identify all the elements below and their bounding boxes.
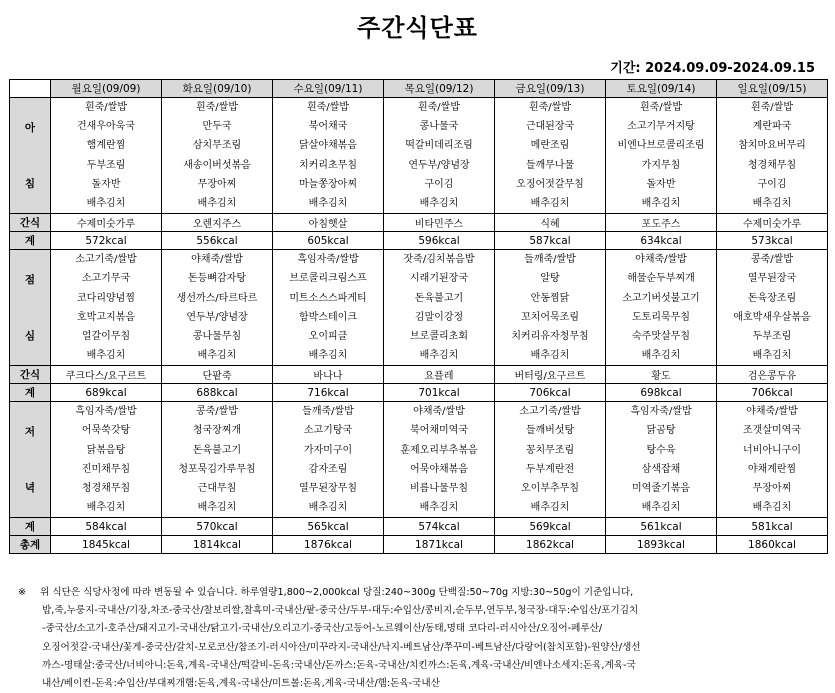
- menu-item: 훈제오리부추볶음: [400, 444, 478, 456]
- menu-item: 흑임자죽/쌀밥: [297, 254, 359, 266]
- period-range: 기간: 2024.09.09-2024.09.15: [610, 61, 815, 76]
- menu-item: 김말이강정: [414, 311, 464, 323]
- menu-item: 가지무침: [641, 159, 681, 171]
- menu-item: 청포묵김가루무침: [178, 463, 256, 475]
- menu-item: 열무된장무침: [299, 483, 357, 494]
- menu-item: 소고기무거지탕: [627, 121, 695, 133]
- menu-item: 잣죽/김치볶음밥: [403, 254, 475, 266]
- menu-item: 호박고지볶음: [77, 311, 135, 323]
- total-row-cell: 1871kcal: [384, 536, 495, 554]
- menu-item: 생선까스/타르타르: [176, 292, 258, 304]
- meal-cell: [384, 250, 495, 366]
- snack-row-cell: 황도: [606, 366, 717, 384]
- kcal-row-cell: 581kcal: [717, 518, 828, 536]
- snack-row-label-text: 간식: [19, 217, 41, 230]
- total-row-cell: 1876kcal: [273, 536, 384, 554]
- menu-item: 배추김치: [530, 350, 570, 362]
- meal-cell: [495, 98, 606, 214]
- kcal-row: [10, 232, 828, 250]
- menu-item: 돌자반: [646, 178, 676, 190]
- menu-item: 근대무침: [197, 483, 237, 494]
- notes-body: [40, 584, 818, 693]
- meal-cell: [717, 402, 828, 518]
- kcal-row-cell: 706kcal: [717, 384, 828, 402]
- kcal-row-cell: 688kcal: [162, 384, 273, 402]
- meal-cell: [384, 402, 495, 518]
- menu-item: 꽁치무조림: [525, 444, 575, 456]
- menu-item: 배추김치: [86, 502, 126, 514]
- menu-item: 돌자반: [91, 178, 121, 190]
- total-row-cell: 1845kcal: [51, 536, 162, 554]
- meal-cell: [51, 250, 162, 366]
- lunch-row-label-text: 점 심: [24, 273, 36, 342]
- day-header: 화요일(09/10): [162, 80, 273, 98]
- meal-cell: [51, 98, 162, 214]
- menu-item: 메란조림: [530, 140, 570, 152]
- note-line: 내산/베이컨-돈육:수입산/부대찌개햄:돈육,계육-국내산/미트볼:돈육,계육-국내산/햄:돈육-국내산: [42, 678, 440, 690]
- notes-section: [18, 584, 818, 693]
- menu-item: 두부조림: [752, 330, 792, 342]
- menu-item: 조갯살미역국: [743, 425, 801, 437]
- kcal-row-cell: 689kcal: [51, 384, 162, 402]
- menu-item: 진미채무침: [81, 463, 131, 475]
- snack-row-cell: 오렌지주스: [162, 214, 273, 232]
- menu-item: 콩나물국: [419, 121, 459, 133]
- snack-row-cell: 수제미숫가루: [51, 214, 162, 232]
- menu-item: 코다리양념찜: [77, 292, 135, 304]
- menu-item: 흰죽/쌀밥: [195, 102, 238, 113]
- menu-item: 배추김치: [419, 350, 459, 362]
- menu-item: 흰죽/쌀밥: [84, 102, 127, 113]
- day-header: 토요일(09/14): [606, 80, 717, 98]
- menu-item: 닭볶음탕: [86, 444, 126, 456]
- menu-item: 배추김치: [641, 350, 681, 362]
- page-title: 주간식단표: [357, 14, 478, 42]
- menu-item: 치커리유자청무침: [511, 330, 589, 342]
- menu-item: 너비아니구이: [743, 444, 801, 456]
- day-header: 금요일(09/13): [495, 80, 606, 98]
- kcal-row-cell: 574kcal: [384, 518, 495, 536]
- menu-item: 배추김치: [752, 197, 792, 209]
- menu-item: 어묵쑥갓탕: [81, 425, 131, 437]
- snack-row-label: [10, 366, 51, 384]
- menu-item: 콩죽/쌀밥: [195, 406, 238, 418]
- menu-item: 미트소스스파게티: [289, 292, 367, 304]
- menu-item: 돈육불고기: [192, 444, 242, 456]
- dinner-row-label-text: 저 녁: [24, 425, 36, 494]
- menu-item: 북어채미역국: [410, 425, 468, 437]
- dinner-row: [10, 402, 828, 518]
- menu-item: 배추김치: [641, 502, 681, 514]
- snack-row: [10, 214, 828, 232]
- day-header: 일요일(09/15): [717, 80, 828, 98]
- snack-row-cell: 검은콩두유: [717, 366, 828, 384]
- day-header: 목요일(09/12): [384, 80, 495, 98]
- kcal-row-cell: 706kcal: [495, 384, 606, 402]
- kcal-row-cell: 584kcal: [51, 518, 162, 536]
- menu-item: 만두국: [202, 121, 232, 133]
- meal-cell: [273, 250, 384, 366]
- weekly-menu-table: [9, 79, 828, 554]
- total-row-cell: 1860kcal: [717, 536, 828, 554]
- menu-item: 무장아찌: [752, 483, 792, 494]
- menu-item: 닭곰탕: [646, 425, 676, 437]
- kcal-row-cell: 701kcal: [384, 384, 495, 402]
- menu-item: 배추김치: [86, 350, 126, 362]
- menu-item: 돈등뼈감자탕: [188, 273, 246, 285]
- meal-cell: [717, 250, 828, 366]
- meal-cell: [51, 402, 162, 518]
- menu-item: 숙주맛살무침: [632, 330, 690, 342]
- menu-item: 돈육불고기: [414, 292, 464, 304]
- menu-item: 배추김치: [752, 502, 792, 514]
- snack-row-cell: 포도주스: [606, 214, 717, 232]
- day-header: 수요일(09/11): [273, 80, 384, 98]
- meal-cell: [606, 250, 717, 366]
- menu-item: 배추김치: [419, 197, 459, 209]
- menu-item: 가자미구이: [303, 444, 353, 456]
- menu-item: 도토리묵무침: [632, 311, 690, 323]
- menu-item: 삼색잡채: [641, 463, 681, 475]
- menu-item: 마늘쫑장아찌: [299, 178, 357, 190]
- note-marker: ※: [18, 587, 27, 598]
- total-row-cell: 1814kcal: [162, 536, 273, 554]
- menu-item: 배추김치: [530, 197, 570, 209]
- menu-item: 들깨죽/쌀밥: [302, 406, 354, 418]
- kcal-row-cell: 587kcal: [495, 232, 606, 250]
- menu-item: 청경채무침: [81, 483, 131, 494]
- menu-item: 구이김: [424, 178, 454, 190]
- menu-item: 두부조림: [86, 159, 126, 171]
- snack-row-cell: 수제미숫가루: [717, 214, 828, 232]
- menu-item: 야채죽/쌀밥: [413, 406, 465, 418]
- menu-item: 브로콜리초회: [410, 330, 468, 342]
- kcal-row: [10, 518, 828, 536]
- menu-item: 시래기된장국: [410, 273, 468, 285]
- menu-item: 흰죽/쌀밥: [306, 102, 349, 113]
- dinner-row-label: [10, 402, 51, 518]
- menu-item: 브로콜리크림스프: [289, 273, 367, 285]
- snack-row: [10, 366, 828, 384]
- menu-item: 북어채국: [308, 121, 348, 133]
- meal-cell: [162, 250, 273, 366]
- breakfast-row-label-text: 아 침: [24, 121, 36, 190]
- menu-item: 소고기탕국: [303, 425, 353, 437]
- kcal-row-label-text: 계: [24, 235, 36, 248]
- menu-item: 무장아찌: [197, 178, 237, 190]
- snack-row-cell: 단팥죽: [162, 366, 273, 384]
- note-line: 오징어젓갈-국내산/꽃게-중국산/갈치-모로코산/참조기-러시아산/미꾸라지-국내산/낙지-베트남산/쭈꾸미-베트남산/다랑어(참치포함)-원양산/생선: [42, 641, 641, 653]
- meal-cell: [273, 402, 384, 518]
- snack-row-cell: 요플레: [384, 366, 495, 384]
- menu-item: 들깨버섯탕: [525, 425, 575, 437]
- menu-item: 건새우아욱국: [77, 121, 135, 133]
- menu-item: 배추김치: [86, 197, 126, 209]
- menu-item: 치커리초무침: [299, 159, 357, 171]
- meal-cell: [606, 98, 717, 214]
- meal-cell: [273, 98, 384, 214]
- kcal-row-cell: 605kcal: [273, 232, 384, 250]
- kcal-row-cell: 561kcal: [606, 518, 717, 536]
- kcal-row-cell: 569kcal: [495, 518, 606, 536]
- menu-item: 소고기무국: [81, 273, 131, 285]
- kcal-row-label-text: 계: [24, 521, 36, 534]
- kcal-row-cell: 570kcal: [162, 518, 273, 536]
- menu-item: 배추김치: [530, 502, 570, 514]
- menu-item: 닭살야채볶음: [299, 140, 357, 152]
- meal-cell: [384, 98, 495, 214]
- snack-row-cell: 비타민주스: [384, 214, 495, 232]
- menu-item: 구이김: [757, 178, 787, 190]
- snack-row-cell: 바나나: [273, 366, 384, 384]
- menu-item: 연두부/양념장: [186, 311, 248, 323]
- kcal-row: [10, 384, 828, 402]
- meal-cell: [162, 98, 273, 214]
- menu-item: 감자조림: [308, 463, 348, 475]
- menu-item: 오이부추무침: [521, 483, 579, 494]
- menu-item: 배추김치: [752, 350, 792, 362]
- menu-item: 배추김치: [308, 197, 348, 209]
- menu-item: 연두부/양념장: [408, 159, 470, 171]
- menu-item: 햄계란찜: [86, 140, 126, 152]
- kcal-row-cell: 572kcal: [51, 232, 162, 250]
- menu-item: 흑임자죽/쌀밥: [630, 406, 692, 418]
- kcal-row-cell: 698kcal: [606, 384, 717, 402]
- menu-item: 콩죽/쌀밥: [750, 254, 793, 266]
- snack-row-label-text: 간식: [19, 369, 41, 382]
- menu-item: 야채죽/쌀밥: [191, 254, 243, 266]
- menu-item: 꼬치어묵조림: [521, 311, 579, 323]
- kcal-row-label-text: 계: [24, 387, 36, 400]
- menu-item: 흰죽/쌀밥: [639, 102, 682, 113]
- menu-item: 배추김치: [308, 350, 348, 362]
- note-line: 위 식단은 식당사정에 따라 변동될 수 있습니다. 하루열량1,800~2,000kcal 당질:240~300g 단백질:50~70g 지방:30~50g이 기준입니다,: [40, 587, 634, 598]
- note-line: -중국산/소고기-호주산/돼지고기-국내산/닭고기-국내산/오리고기-중국산/고등어-노르웨이산/동태,명태 코다리-러시아산/오징어-페루산/: [42, 623, 603, 635]
- menu-item: 배추김치: [641, 197, 681, 209]
- menu-item: 알탕: [540, 273, 560, 285]
- kcal-row-label: [10, 384, 51, 402]
- corner-cell: [10, 80, 51, 98]
- menu-item: 계란파국: [752, 121, 792, 133]
- menu-item: 배추김치: [197, 502, 237, 514]
- meal-cell: [495, 402, 606, 518]
- menu-item: 안동찜닭: [530, 292, 570, 304]
- menu-item: 돈육장조림: [747, 292, 797, 304]
- total-row-cell: 1862kcal: [495, 536, 606, 554]
- lunch-row: [10, 250, 828, 366]
- snack-row-label: [10, 214, 51, 232]
- snack-row-cell: 버터링/요구르트: [495, 366, 606, 384]
- menu-item: 야채죽/쌀밥: [635, 254, 687, 266]
- menu-item: 함박스테이크: [299, 311, 357, 323]
- menu-item: 배추김치: [308, 502, 348, 514]
- total-row-label-text: 총계: [19, 539, 41, 552]
- snack-row-cell: 식혜: [495, 214, 606, 232]
- menu-item: 비름나물무침: [410, 483, 468, 494]
- kcal-row-cell: 573kcal: [717, 232, 828, 250]
- kcal-row-cell: 565kcal: [273, 518, 384, 536]
- day-header: 월요일(09/09): [51, 80, 162, 98]
- breakfast-row: [10, 98, 828, 214]
- meal-cell: [717, 98, 828, 214]
- menu-item: 소고기죽/쌀밥: [75, 254, 137, 266]
- menu-item: 비엔나브로콜리조림: [617, 140, 705, 152]
- menu-item: 흰죽/쌀밥: [417, 102, 460, 113]
- meal-cell: [606, 402, 717, 518]
- menu-item: 야채계란찜: [747, 463, 797, 475]
- kcal-row-cell: 556kcal: [162, 232, 273, 250]
- menu-item: 열무된장국: [747, 273, 797, 285]
- menu-item: 해물순두부찌개: [627, 273, 695, 285]
- menu-item: 흑임자죽/쌀밥: [75, 406, 137, 418]
- menu-item: 배추김치: [197, 197, 237, 209]
- snack-row-cell: 쿠크다스/요구르트: [51, 366, 162, 384]
- kcal-row-cell: 716kcal: [273, 384, 384, 402]
- kcal-row-label: [10, 232, 51, 250]
- total-row-label: [10, 536, 51, 554]
- menu-item: 떡갈비데리조림: [405, 140, 473, 152]
- menu-item: 탕수육: [646, 444, 676, 456]
- total-row-cell: 1893kcal: [606, 536, 717, 554]
- menu-item: 새송이버섯볶음: [183, 159, 251, 171]
- meal-cell: [495, 250, 606, 366]
- day-header-row: [10, 80, 828, 98]
- menu-item: 근대된장국: [525, 121, 575, 133]
- breakfast-row-label: [10, 98, 51, 214]
- kcal-row-cell: 596kcal: [384, 232, 495, 250]
- note-line: 까스-명태살:중국산/너비아니:돈육,계육-국내산/떡갈비-돈육:국내산/돈까스:돈육-국내산/치킨까스:돈육,계육-국내산/비엔나소세지:돈육,계육-국: [42, 659, 636, 671]
- menu-item: 들깨무나물: [525, 159, 575, 171]
- menu-item: 들깨죽/쌀밥: [524, 254, 576, 266]
- menu-item: 오이피클: [308, 330, 348, 342]
- menu-item: 흰죽/쌀밥: [750, 102, 793, 113]
- menu-item: 콩나물무침: [192, 330, 242, 342]
- snack-row-cell: 아침햇살: [273, 214, 384, 232]
- menu-item: 흰죽/쌀밥: [528, 102, 571, 113]
- kcal-row-label: [10, 518, 51, 536]
- menu-item: 배추김치: [419, 502, 459, 514]
- note-line: 밥,죽,누룽지-국내산/기장,차조-중국산/찰보리쌀,찰흑미-국내산/팥-중국산/두부-대두:수입산/콩비지,순두부,연두부,청국장-대두:수입산/포기김치: [42, 605, 639, 617]
- menu-item: 오징어젓갈무침: [516, 178, 584, 190]
- menu-item: 소고기죽/쌀밥: [519, 406, 581, 418]
- menu-item: 청경채무침: [747, 159, 797, 171]
- total-row: [10, 536, 828, 554]
- menu-item: 소고기버섯불고기: [622, 292, 700, 304]
- menu-item: 야채죽/쌀밥: [746, 406, 798, 418]
- menu-item: 어묵야채볶음: [410, 463, 468, 475]
- meal-cell: [162, 402, 273, 518]
- menu-item: 배추김치: [197, 350, 237, 362]
- kcal-row-cell: 634kcal: [606, 232, 717, 250]
- lunch-row-label: [10, 250, 51, 366]
- menu-item: 참치마요버무리: [738, 140, 806, 152]
- menu-item: 청국장찌개: [192, 425, 242, 437]
- menu-item: 얼갈이무침: [81, 330, 131, 342]
- menu-item: 삼치무조림: [192, 140, 242, 152]
- menu-item: 미역줄기볶음: [632, 483, 690, 494]
- menu-item: 두부계란전: [525, 463, 575, 475]
- menu-item: 애호박새우살볶음: [733, 311, 811, 323]
